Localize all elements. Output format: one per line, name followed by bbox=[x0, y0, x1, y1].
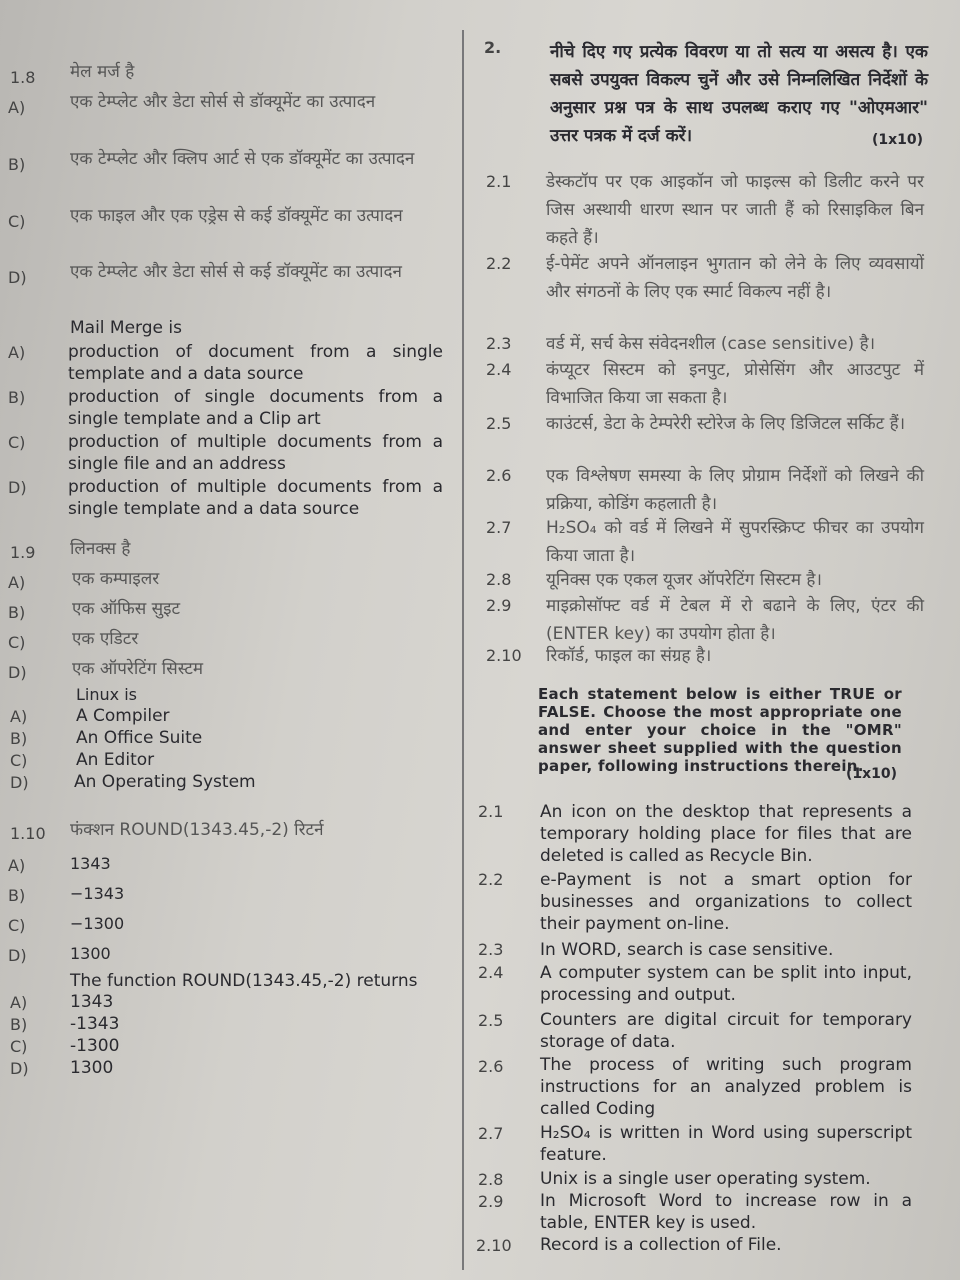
statement-number: 2.9 bbox=[478, 1192, 504, 1211]
option-label: B) bbox=[8, 155, 26, 174]
statement-text-hindi: रिकॉर्ड, फाइल का संग्रह है। bbox=[546, 646, 712, 666]
question-title-hindi: लिनक्स है bbox=[70, 539, 131, 559]
statement-text-hindi: यूनिक्स एक एकल यूजर ऑपरेटिंग सिस्टम है। bbox=[546, 570, 822, 590]
statement-number: 2.8 bbox=[486, 570, 512, 589]
statement-text-english: e-Payment is not a smart option for businesses and organizations to collect their payment on-line. bbox=[540, 870, 912, 934]
option-label: A) bbox=[8, 573, 26, 592]
statement-number: 2.6 bbox=[486, 466, 512, 485]
question-number: 2. bbox=[484, 38, 502, 57]
option-text-english: 1343 bbox=[70, 992, 114, 1012]
question-title-hindi: मेल मर्ज है bbox=[70, 62, 135, 82]
option-text-hindi: 1300 bbox=[70, 944, 111, 963]
option-text-english: production of multiple documents from a single file and an address bbox=[68, 432, 443, 474]
option-label: A) bbox=[8, 856, 26, 875]
option-label: C) bbox=[8, 212, 26, 231]
option-text-hindi: एक एडिटर bbox=[72, 629, 139, 649]
option-label: C) bbox=[8, 633, 26, 652]
option-label: D) bbox=[8, 268, 27, 287]
option-text-hindi: एक कम्पाइलर bbox=[72, 569, 160, 589]
statement-number: 2.8 bbox=[478, 1170, 504, 1189]
statement-number: 2.3 bbox=[486, 334, 512, 353]
option-text-hindi: −1343 bbox=[70, 884, 125, 903]
option-label: D) bbox=[10, 1059, 29, 1078]
question-number: 1.10 bbox=[10, 824, 46, 843]
question-title-hindi: फंक्शन ROUND(1343.45,-2) रिटर्न bbox=[70, 820, 324, 840]
option-text-english: production of single documents from a single template and a Clip art bbox=[68, 387, 443, 429]
option-label: B) bbox=[10, 1015, 28, 1034]
option-label: A) bbox=[10, 707, 28, 726]
statement-text-hindi: H₂SO₄ को वर्ड में लिखने में सुपरस्क्रिप्ट फीचर का उपयोग किया जाता है। bbox=[546, 518, 924, 566]
statement-number: 2.7 bbox=[486, 518, 512, 537]
statement-number: 2.10 bbox=[476, 1236, 512, 1255]
question-title-english: Mail Merge is bbox=[70, 318, 182, 338]
statement-text-english: In WORD, search is case sensitive. bbox=[540, 940, 834, 960]
option-text-english: An Operating System bbox=[74, 772, 256, 792]
option-text-hindi: एक टेम्प्लेट और क्लिप आर्ट से एक डॉक्यूमेंट का उत्पादन bbox=[70, 149, 415, 169]
option-label: B) bbox=[8, 886, 26, 905]
statement-number: 2.2 bbox=[478, 870, 504, 889]
question-title-english: The function ROUND(1343.45,-2) returns bbox=[70, 971, 418, 991]
option-label: C) bbox=[8, 916, 26, 935]
statement-text-english: Record is a collection of File. bbox=[540, 1235, 782, 1255]
option-label: A) bbox=[8, 98, 26, 117]
option-text-english: An Office Suite bbox=[76, 728, 203, 748]
option-text-hindi: एक टेम्प्लेट और डेटा सोर्स से डॉक्यूमेंट का उत्पादन bbox=[70, 92, 376, 112]
statement-text-english: An icon on the desktop that represents a temporary holding place for files that are deleted is called as Recycle Bin. bbox=[540, 802, 912, 866]
statement-text-english: In Microsoft Word to increase row in a table, ENTER key is used. bbox=[540, 1191, 912, 1233]
marks-label: (1x10) bbox=[846, 766, 898, 782]
statement-text-hindi: काउंटर्स, डेटा के टेम्परेरी स्टोरेज के लिए डिजिटल सर्किट हैं। bbox=[546, 414, 906, 434]
statement-text-english: Counters are digital circuit for temporary storage of data. bbox=[540, 1010, 912, 1052]
statement-number: 2.4 bbox=[486, 360, 512, 379]
option-text-english: -1300 bbox=[70, 1036, 120, 1056]
option-text-hindi: एक टेम्प्लेट और डेटा सोर्स से कई डॉक्यूमेंट का उत्पादन bbox=[70, 262, 402, 282]
option-text-english: production of document from a single template and a data source bbox=[68, 342, 443, 384]
statement-text-hindi: डेस्कटॉप पर एक आइकॉन जो फाइल्स को डिलीट करने पर जिस अस्थायी धारण स्थान पर जाती हैं को रिसाइकिल बिन कहते हैं। bbox=[546, 172, 924, 248]
option-text-english: -1343 bbox=[70, 1014, 120, 1034]
statement-number: 2.10 bbox=[486, 646, 522, 665]
statement-text-hindi: वर्ड में, सर्च केस संवेदनशील (case sensitive) है। bbox=[546, 334, 876, 354]
marks-label: (1x10) bbox=[872, 132, 924, 148]
option-label: C) bbox=[10, 1037, 28, 1056]
option-label: A) bbox=[10, 993, 28, 1012]
question-title-english: Linux is bbox=[76, 685, 137, 704]
statement-number: 2.6 bbox=[478, 1057, 504, 1076]
statement-text-hindi: कंप्यूटर सिस्टम को इनपुट, प्रोसेसिंग और आउटपुट में विभाजित किया जा सकता है। bbox=[546, 360, 924, 408]
option-text-english: An Editor bbox=[76, 750, 155, 770]
option-label: C) bbox=[8, 433, 26, 452]
option-text-hindi: एक ऑपरेटिंग सिस्टम bbox=[72, 659, 204, 679]
statement-number: 2.7 bbox=[478, 1124, 504, 1143]
option-text-hindi: 1343 bbox=[70, 854, 111, 873]
statement-number: 2.5 bbox=[486, 414, 512, 433]
statement-number: 2.2 bbox=[486, 254, 512, 273]
option-label: D) bbox=[8, 946, 27, 965]
option-text-hindi: एक ऑफिस सुइट bbox=[72, 599, 181, 619]
statement-text-english: H₂SO₄ is written in Word using superscript feature. bbox=[540, 1123, 912, 1165]
statement-number: 2.1 bbox=[478, 802, 504, 821]
statement-text-hindi: ई-पेमेंट अपने ऑनलाइन भुगतान को लेने के लिए व्यवसायों और संगठनों के लिए एक स्मार्ट विकल्प नहीं है। bbox=[546, 254, 924, 302]
option-text-english: production of multiple documents from a single template and a data source bbox=[68, 477, 443, 519]
statement-number: 2.9 bbox=[486, 596, 512, 615]
option-label: B) bbox=[8, 388, 26, 407]
statement-text-hindi: एक विश्लेषण समस्या के लिए प्रोग्राम निर्देशों को लिखने की प्रक्रिया, कोडिंग कहलाती है। bbox=[546, 466, 924, 514]
statement-text-hindi: माइक्रोसॉफ्ट वर्ड में टेबल में रो बढाने के लिए, एंटर की (ENTER key) का उपयोग होता है। bbox=[546, 596, 924, 644]
statement-text-english: A computer system can be split into input, processing and output. bbox=[540, 963, 912, 1005]
question-number: 1.8 bbox=[10, 68, 36, 87]
option-text-english: 1300 bbox=[70, 1058, 114, 1078]
right-column bbox=[468, 0, 948, 1280]
option-text-hindi: −1300 bbox=[70, 914, 125, 933]
statement-number: 2.1 bbox=[486, 172, 512, 191]
left-column bbox=[0, 0, 460, 1280]
option-label: A) bbox=[8, 343, 26, 362]
column-divider bbox=[462, 30, 464, 1270]
option-label: B) bbox=[10, 729, 28, 748]
option-text-english: A Compiler bbox=[76, 706, 170, 726]
instruction-english: Each statement below is either TRUE or FALSE. Choose the most appropriate one and enter your choice in the "OMR" answer sheet supplied with the question paper, following instructions therein. bbox=[538, 685, 902, 775]
question-number: 1.9 bbox=[10, 543, 36, 562]
option-label: B) bbox=[8, 603, 26, 622]
option-label: C) bbox=[10, 751, 28, 770]
statement-number: 2.5 bbox=[478, 1011, 504, 1030]
statement-text-english: Unix is a single user operating system. bbox=[540, 1169, 871, 1189]
statement-text-english: The process of writing such program instructions for an analyzed problem is called Coding bbox=[540, 1055, 912, 1119]
option-text-hindi: एक फाइल और एक एड्रेस से कई डॉक्यूमेंट का उत्पादन bbox=[70, 206, 403, 226]
option-label: D) bbox=[8, 663, 27, 682]
statement-number: 2.3 bbox=[478, 940, 504, 959]
instruction-hindi: नीचे दिए गए प्रत्येक विवरण या तो सत्य या असत्य है। एक सबसे उपयुक्त विकल्प चुनें और उसे निम्नलिखित निर्देशों के अनुसार प्रश्न पत्र के साथ उपलब्ध कराए गए "ओएमआर" उत्तर पत्रक में दर्ज करें। bbox=[550, 42, 928, 146]
option-label: D) bbox=[10, 773, 29, 792]
statement-number: 2.4 bbox=[478, 963, 504, 982]
option-label: D) bbox=[8, 478, 27, 497]
